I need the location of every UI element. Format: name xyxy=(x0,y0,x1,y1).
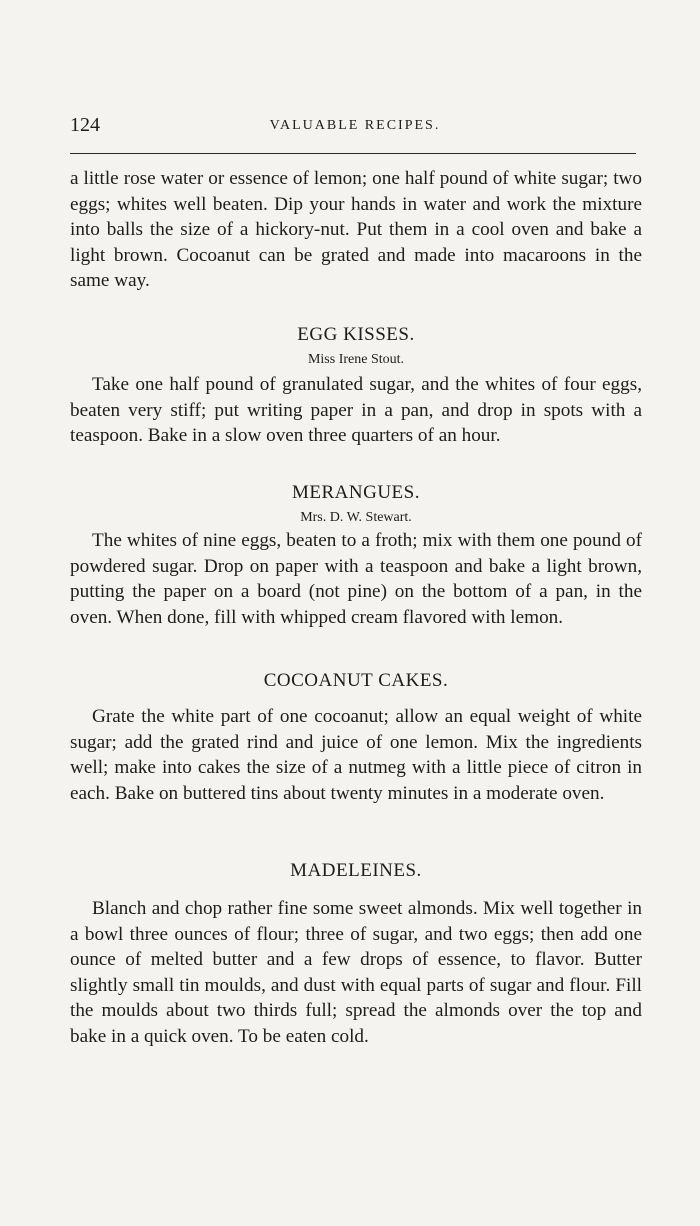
page-number: 124 xyxy=(70,114,100,136)
continuation-block xyxy=(70,166,642,294)
recipe-author-merangues: Mrs. D. W. Stewart. xyxy=(300,510,412,525)
recipe-body-egg-kisses xyxy=(70,372,642,449)
recipe-body-madeleines xyxy=(70,896,642,1049)
recipe-author-egg-kisses: Miss Irene Stout. xyxy=(307,352,405,367)
recipe-title-egg-kisses: EGG KISSES. xyxy=(297,324,415,345)
recipe-text: Grate the white part of one cocoanut; allow an equal weight of white sugar; add the grated rind and juice of one lemon. Mix the ingredients well; make into cakes the size of a nutmeg with a little piece of citron in each. Bake on buttered tins about twenty minutes in a moderate oven. xyxy=(70,706,642,804)
recipe-body-merangues xyxy=(70,528,642,630)
running-head xyxy=(70,114,640,142)
recipe-text: The whites of nine eggs, beaten to a froth; mix with them one pound of powdered sugar. Drop on paper with a teaspoon and bake a light brown, putting the paper on a board (not pine) on the bottom of a pan, in the oven. When done, fill with whipped cream flavored with lemon. xyxy=(70,530,642,628)
recipe-body-cocoanut-cakes xyxy=(70,704,642,806)
recipe-title-madeleines: MADELEINES. xyxy=(290,860,422,881)
header-rule xyxy=(70,153,636,154)
recipe-title-cocoanut-cakes: COCOANUT CAKES. xyxy=(263,670,449,691)
recipe-text: Blanch and chop rather fine some sweet almonds. Mix well together in a bowl three ounces of flour; three of sugar, and two eggs; then add one ounce of melted butter and a few drops of essence, to flavor. Butter slightly small tin moulds, and dust with equal parts of sugar and flour. Fill the moulds about two thirds full; spread the almonds over the top and bake in a quick oven. To be eaten cold. xyxy=(70,898,642,1047)
recipe-text: Take one half pound of granulated sugar, and the whites of four eggs, beaten very stiff; put writing paper in a pan, and drop in spots with a teaspoon. Bake in a slow oven three quarters of an hour. xyxy=(70,374,642,446)
running-title: VALUABLE RECIPES. xyxy=(269,118,441,133)
recipe-title-merangues: MERANGUES. xyxy=(292,482,420,503)
continuation-paragraph: a little rose water or essence of lemon; one half pound of white sugar; two eggs; whites well beaten. Dip your hands in water and work the mixture into balls the size of a hickory-nut. Put them in a cool oven and bake a light brown. Cocoanut can be grated and made into macaroons in the same way. xyxy=(70,168,642,291)
